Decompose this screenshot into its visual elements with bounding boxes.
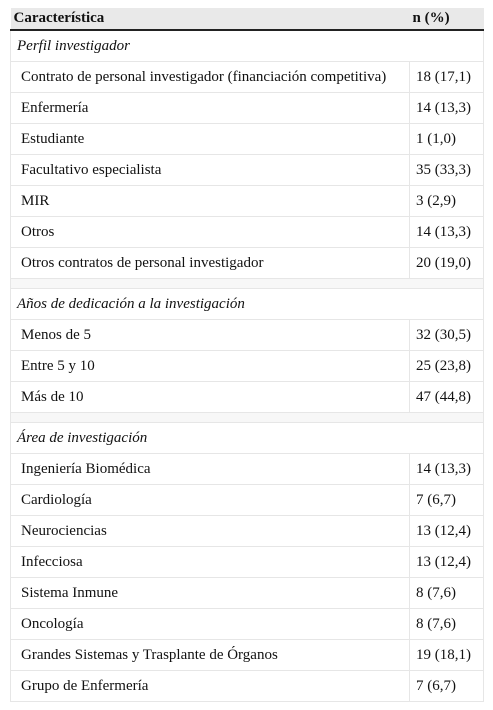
- row-value: 3 (2,9): [410, 186, 484, 217]
- row-value: 1 (1,0): [410, 124, 484, 155]
- row-label: Neurociencias: [11, 516, 410, 547]
- table-row: [11, 248, 484, 279]
- row-value: 14 (13,3): [410, 217, 484, 248]
- section-spacer: [11, 279, 484, 289]
- table-row: [11, 547, 484, 578]
- characteristics-table: [10, 8, 484, 702]
- table-row: [11, 640, 484, 671]
- row-label: Grandes Sistemas y Trasplante de Órganos: [11, 640, 410, 671]
- table-row: [11, 671, 484, 702]
- section-row: [11, 289, 484, 320]
- table-row: [11, 351, 484, 382]
- table-row: [11, 62, 484, 93]
- row-value: 8 (7,6): [410, 609, 484, 640]
- table-row: [11, 217, 484, 248]
- section-title: Perfil investigador: [11, 30, 484, 62]
- table-row: [11, 320, 484, 351]
- section-title: Área de investigación: [11, 423, 484, 454]
- section-row: [11, 423, 484, 454]
- row-label: Oncología: [11, 609, 410, 640]
- row-value: 7 (6,7): [410, 485, 484, 516]
- header-characteristic: Característica: [11, 8, 410, 30]
- row-label: Grupo de Enfermería: [11, 671, 410, 702]
- row-value: 18 (17,1): [410, 62, 484, 93]
- header-row: [11, 8, 484, 30]
- row-value: 13 (12,4): [410, 516, 484, 547]
- row-label: Cardiología: [11, 485, 410, 516]
- section-title: Años de dedicación a la investigación: [11, 289, 484, 320]
- row-value: 35 (33,3): [410, 155, 484, 186]
- row-label: Contrato de personal investigador (financiación competitiva): [11, 62, 410, 93]
- row-value: 13 (12,4): [410, 547, 484, 578]
- table-row: [11, 609, 484, 640]
- table-row: [11, 454, 484, 485]
- row-label: Menos de 5: [11, 320, 410, 351]
- row-label: Otros contratos de personal investigador: [11, 248, 410, 279]
- row-value: 7 (6,7): [410, 671, 484, 702]
- row-label: Enfermería: [11, 93, 410, 124]
- table-row: [11, 485, 484, 516]
- row-value: 32 (30,5): [410, 320, 484, 351]
- row-label: Más de 10: [11, 382, 410, 413]
- row-value: 14 (13,3): [410, 454, 484, 485]
- row-value: 19 (18,1): [410, 640, 484, 671]
- header-n-percent: n (%): [410, 8, 484, 30]
- table-row: [11, 578, 484, 609]
- section-spacer: [11, 413, 484, 423]
- table-row: [11, 124, 484, 155]
- row-label: Infecciosa: [11, 547, 410, 578]
- section-row: [11, 30, 484, 62]
- row-value: 14 (13,3): [410, 93, 484, 124]
- table-row: [11, 382, 484, 413]
- table-row: [11, 516, 484, 547]
- table-row: [11, 186, 484, 217]
- row-label: Facultativo especialista: [11, 155, 410, 186]
- row-label: Ingeniería Biomédica: [11, 454, 410, 485]
- row-label: MIR: [11, 186, 410, 217]
- row-value: 25 (23,8): [410, 351, 484, 382]
- row-label: Otros: [11, 217, 410, 248]
- row-label: Sistema Inmune: [11, 578, 410, 609]
- row-value: 8 (7,6): [410, 578, 484, 609]
- row-label: Estudiante: [11, 124, 410, 155]
- table-row: [11, 93, 484, 124]
- row-label: Entre 5 y 10: [11, 351, 410, 382]
- row-value: 20 (19,0): [410, 248, 484, 279]
- table-row: [11, 155, 484, 186]
- row-value: 47 (44,8): [410, 382, 484, 413]
